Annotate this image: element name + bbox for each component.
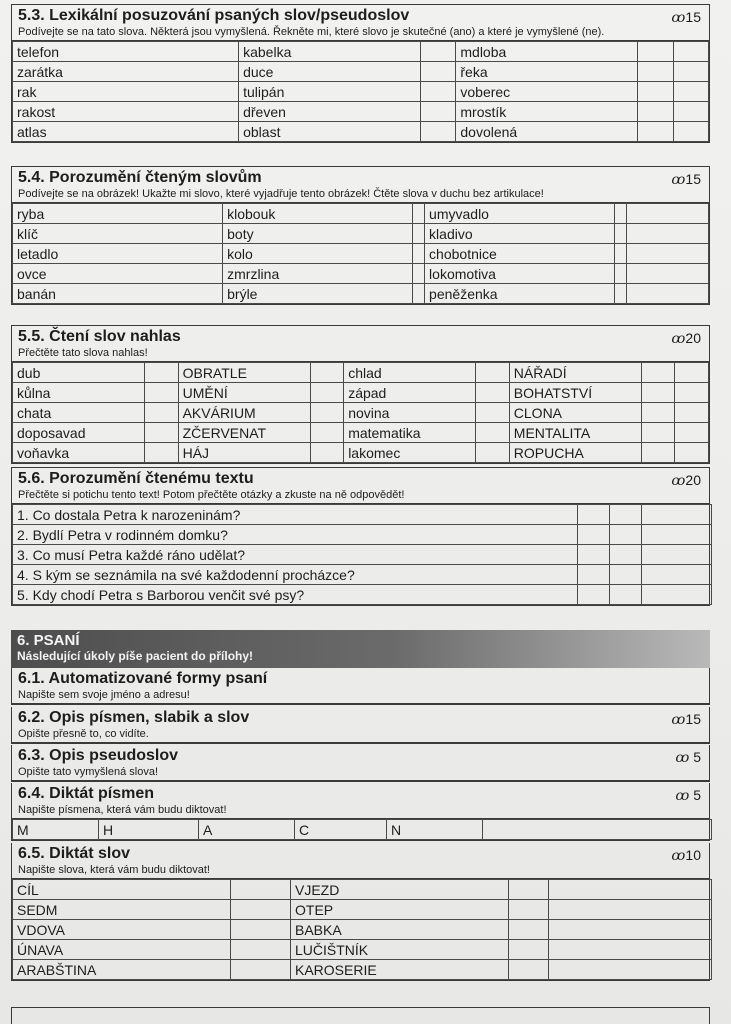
- word-cell: BOHATSTVÍ: [509, 383, 641, 403]
- score-symbol: ꝏ: [671, 172, 686, 188]
- score-box: [549, 960, 712, 980]
- section-6-3-title: 6.3. Opis pseudoslov: [18, 747, 179, 764]
- score-box: [578, 525, 610, 545]
- score-box: [231, 880, 291, 900]
- score-value: 5: [689, 787, 701, 803]
- section-6-5-score: [671, 847, 701, 864]
- section-5-6-table: [12, 504, 712, 605]
- question-row: [13, 565, 712, 585]
- score-value: 20: [685, 330, 701, 346]
- score-box: [673, 42, 708, 62]
- section-6-4-header: [12, 783, 709, 819]
- letter-cell: N: [387, 820, 483, 840]
- letter-cell: C: [295, 820, 387, 840]
- word-cell: duce: [239, 62, 421, 82]
- word-cell: kladivo: [425, 224, 615, 244]
- score-box: [578, 585, 610, 605]
- score-box: [549, 880, 712, 900]
- section-6-3-instruction: Opište tato vymyšlená slova!: [18, 766, 159, 778]
- score-box: [675, 403, 709, 423]
- section-5-4-score: [671, 171, 701, 188]
- word-cell: AKVÁRIUM: [178, 403, 310, 423]
- section-5-5-header: [12, 326, 709, 362]
- table-row: [13, 920, 712, 940]
- score-box: [638, 102, 673, 122]
- letter-cell: M: [13, 820, 99, 840]
- section-5-6-header: [12, 468, 709, 504]
- writing-section-banner: [11, 630, 710, 668]
- word-cell: voňavka: [13, 443, 145, 463]
- section-5-3-table: [12, 41, 709, 142]
- word-cell: brýle: [223, 284, 413, 304]
- score-box: [412, 224, 424, 244]
- score-box: [549, 940, 712, 960]
- score-symbol: ꝏ: [671, 848, 686, 864]
- score-box: [641, 443, 675, 463]
- word-cell: ÚNAVA: [13, 940, 231, 960]
- score-box: [476, 443, 510, 463]
- word-cell: oblast: [239, 122, 421, 142]
- word-cell: ARABŠTINA: [13, 960, 231, 980]
- word-cell: chobotnice: [425, 244, 615, 264]
- table-row: [13, 204, 709, 224]
- table-row: [13, 122, 709, 142]
- section-6-5-header: [12, 843, 709, 879]
- section-5-6-title: 5.6. Porozumění čtenému textu: [18, 470, 254, 487]
- writing-section-title: 6. PSANÍ: [17, 632, 80, 649]
- score-symbol: ꝏ: [671, 10, 686, 26]
- score-box: [642, 565, 712, 585]
- section-5-4-title: 5.4. Porozumění čteným slovům: [18, 169, 262, 186]
- section-5-5-title: 5.5. Čtení slov nahlas: [18, 328, 181, 345]
- score-box: [673, 102, 708, 122]
- score-box: [641, 423, 675, 443]
- word-cell: tulipán: [239, 82, 421, 102]
- word-cell: NÁŘADÍ: [509, 363, 641, 383]
- score-box: [610, 565, 642, 585]
- score-box: [483, 820, 712, 840]
- score-box: [614, 244, 626, 264]
- question-row: [13, 585, 712, 605]
- word-cell: telefon: [13, 42, 239, 62]
- score-box: [145, 443, 179, 463]
- section-5-4-instruction: Podívejte se na obrázek! Ukažte mi slovo, které vyjadřuje tento obrázek! Čtěte slova v duchu bez artikulace!: [18, 188, 544, 200]
- word-cell: LUČIŠTNÍK: [291, 940, 509, 960]
- score-symbol: ꝏ: [675, 788, 690, 804]
- score-box: [610, 525, 642, 545]
- table-row: [13, 42, 709, 62]
- bottom-answer-box: [11, 1007, 710, 1024]
- score-box: [578, 565, 610, 585]
- score-box: [642, 545, 712, 565]
- word-cell: OTEP: [291, 900, 509, 920]
- word-cell: CÍL: [13, 880, 231, 900]
- score-value: 15: [685, 9, 701, 25]
- table-row: [13, 284, 709, 304]
- score-box: [421, 82, 456, 102]
- score-box: [641, 383, 675, 403]
- score-box: [610, 545, 642, 565]
- word-cell: lakomec: [344, 443, 476, 463]
- score-box: [641, 403, 675, 423]
- score-box: [638, 62, 673, 82]
- word-cell: matematika: [344, 423, 476, 443]
- score-symbol: ꝏ: [671, 331, 686, 347]
- score-box: [641, 363, 675, 383]
- score-box: [421, 62, 456, 82]
- word-cell: MENTALITA: [509, 423, 641, 443]
- section-5-6: [11, 467, 710, 606]
- section-6-2: [11, 707, 710, 744]
- section-5-5-score: [671, 330, 701, 347]
- score-box: [476, 363, 510, 383]
- section-6-2-score: [671, 711, 701, 728]
- section-5-3-title: 5.3. Lexikální posuzování psaných slov/pseudoslov: [18, 7, 410, 24]
- word-cell: zmrzlina: [223, 264, 413, 284]
- section-6-5-table: [12, 879, 712, 980]
- score-box: [509, 900, 549, 920]
- word-cell: rakost: [13, 102, 239, 122]
- score-box: [145, 423, 179, 443]
- section-5-4: [11, 166, 710, 305]
- word-cell: letadlo: [13, 244, 223, 264]
- score-symbol: ꝏ: [671, 473, 686, 489]
- letters-row: [13, 820, 712, 840]
- score-value: 15: [685, 711, 701, 727]
- score-symbol: ꝏ: [675, 750, 690, 766]
- word-cell: ROPUCHA: [509, 443, 641, 463]
- word-cell: dub: [13, 363, 145, 383]
- score-box: [626, 264, 708, 284]
- letter-cell: H: [99, 820, 199, 840]
- section-6-3-score: [675, 749, 701, 766]
- word-cell: BABKA: [291, 920, 509, 940]
- score-box: [626, 204, 708, 224]
- word-cell: řeka: [456, 62, 638, 82]
- section-6-1-header: [12, 668, 709, 704]
- word-cell: KAROSERIE: [291, 960, 509, 980]
- section-6-1-title: 6.1. Automatizované formy psaní: [18, 670, 268, 687]
- score-box: [145, 363, 179, 383]
- word-cell: mrostík: [456, 102, 638, 122]
- word-cell: západ: [344, 383, 476, 403]
- table-row: [13, 443, 709, 463]
- section-5-4-table: [12, 203, 709, 304]
- score-box: [509, 960, 549, 980]
- word-cell: rak: [13, 82, 239, 102]
- word-cell: VJEZD: [291, 880, 509, 900]
- score-box: [626, 224, 708, 244]
- score-box: [610, 585, 642, 605]
- score-box: [673, 62, 708, 82]
- score-box: [476, 423, 510, 443]
- score-box: [412, 204, 424, 224]
- question-cell: 4. S kým se seznámila na své každodenní procházce?: [13, 565, 578, 585]
- score-box: [476, 383, 510, 403]
- score-box: [675, 443, 709, 463]
- word-cell: VDOVA: [13, 920, 231, 940]
- question-row: [13, 545, 712, 565]
- score-value: 5: [689, 749, 701, 765]
- word-cell: klobouk: [223, 204, 413, 224]
- table-row: [13, 900, 712, 920]
- question-row: [13, 525, 712, 545]
- score-box: [412, 284, 424, 304]
- table-row: [13, 423, 709, 443]
- score-box: [614, 284, 626, 304]
- word-cell: boty: [223, 224, 413, 244]
- score-box: [310, 363, 344, 383]
- word-cell: kůlna: [13, 383, 145, 403]
- word-cell: UMĚNÍ: [178, 383, 310, 403]
- score-box: [610, 505, 642, 525]
- section-6-4: [11, 783, 710, 841]
- word-cell: HÁJ: [178, 443, 310, 463]
- score-box: [412, 264, 424, 284]
- section-6-5-instruction: Napište slova, která vám budu diktovat!: [18, 864, 210, 876]
- table-row: [13, 224, 709, 244]
- section-6-3: [11, 745, 710, 782]
- score-box: [412, 244, 424, 264]
- question-cell: 1. Co dostala Petra k narozeninám?: [13, 505, 578, 525]
- question-cell: 2. Bydlí Petra v rodinném domku?: [13, 525, 578, 545]
- word-cell: ovce: [13, 264, 223, 284]
- word-cell: dřeven: [239, 102, 421, 122]
- score-box: [614, 204, 626, 224]
- score-box: [638, 42, 673, 62]
- word-cell: atlas: [13, 122, 239, 142]
- section-5-5: [11, 325, 710, 464]
- word-cell: dovolená: [456, 122, 638, 142]
- section-5-3-header: [12, 5, 709, 41]
- score-box: [549, 920, 712, 940]
- score-value: 20: [685, 472, 701, 488]
- score-box: [231, 920, 291, 940]
- score-box: [231, 900, 291, 920]
- score-box: [673, 122, 708, 142]
- table-row: [13, 244, 709, 264]
- score-box: [145, 383, 179, 403]
- table-row: [13, 264, 709, 284]
- table-row: [13, 62, 709, 82]
- word-cell: novina: [344, 403, 476, 423]
- word-cell: peněženka: [425, 284, 615, 304]
- writing-section-subtitle: Následující úkoly píše pacient do přílohy!: [17, 649, 254, 663]
- section-5-5-instruction: Přečtěte tato slova nahlas!: [18, 347, 148, 359]
- score-value: 15: [685, 171, 701, 187]
- score-box: [549, 900, 712, 920]
- table-row: [13, 383, 709, 403]
- letter-cell: A: [199, 820, 295, 840]
- score-box: [626, 284, 708, 304]
- score-box: [638, 82, 673, 102]
- score-box: [310, 423, 344, 443]
- table-row: [13, 940, 712, 960]
- score-box: [231, 960, 291, 980]
- section-6-3-header: [12, 745, 709, 781]
- score-box: [145, 403, 179, 423]
- score-box: [310, 383, 344, 403]
- score-box: [509, 880, 549, 900]
- score-box: [675, 363, 709, 383]
- word-cell: chata: [13, 403, 145, 423]
- table-row: [13, 82, 709, 102]
- section-5-6-instruction: Přečtěte si potichu tento text! Potom přečtěte otázky a zkuste na ně odpovědět!: [18, 489, 405, 501]
- score-box: [231, 940, 291, 960]
- score-box: [509, 940, 549, 960]
- word-cell: kolo: [223, 244, 413, 264]
- section-6-2-header: [12, 707, 709, 743]
- word-cell: CLONA: [509, 403, 641, 423]
- score-box: [421, 42, 456, 62]
- score-box: [614, 224, 626, 244]
- word-cell: umyvadlo: [425, 204, 615, 224]
- question-row: [13, 505, 712, 525]
- score-box: [642, 505, 712, 525]
- section-6-4-score: [675, 787, 701, 804]
- section-6-1: [11, 668, 710, 705]
- word-cell: zarátka: [13, 62, 239, 82]
- section-6-1-instruction: Napište sem svoje jméno a adresu!: [18, 689, 190, 701]
- score-box: [642, 525, 712, 545]
- section-5-6-score: [671, 472, 701, 489]
- section-6-2-instruction: Opište přesně to, co vidíte.: [18, 728, 149, 740]
- table-row: [13, 880, 712, 900]
- score-box: [578, 545, 610, 565]
- section-5-3: [11, 4, 710, 143]
- section-6-4-table: [12, 819, 712, 840]
- score-box: [614, 264, 626, 284]
- section-5-3-instruction: Podívejte se na tato slova. Některá jsou vymyšlená. Řekněte mi, které slovo je skutečné (ano) a které je vymyšlené (ne).: [18, 26, 605, 38]
- score-box: [509, 920, 549, 940]
- section-5-3-score: [671, 9, 701, 26]
- word-cell: doposavad: [13, 423, 145, 443]
- section-6-5: [11, 843, 710, 981]
- score-box: [638, 122, 673, 142]
- word-cell: kabelka: [239, 42, 421, 62]
- word-cell: klíč: [13, 224, 223, 244]
- section-6-5-title: 6.5. Diktát slov: [18, 845, 131, 862]
- score-box: [578, 505, 610, 525]
- score-box: [310, 443, 344, 463]
- section-6-4-instruction: Napište písmena, která vám budu diktovat!: [18, 804, 227, 816]
- question-cell: 5. Kdy chodí Petra s Barborou venčit své psy?: [13, 585, 578, 605]
- score-symbol: ꝏ: [671, 712, 686, 728]
- section-5-5-table: [12, 362, 709, 463]
- score-box: [421, 102, 456, 122]
- section-6-2-title: 6.2. Opis písmen, slabik a slov: [18, 709, 250, 726]
- word-cell: ZČERVENAT: [178, 423, 310, 443]
- word-cell: SEDM: [13, 900, 231, 920]
- word-cell: chlad: [344, 363, 476, 383]
- section-6-4-title: 6.4. Diktát písmen: [18, 785, 155, 802]
- table-row: [13, 960, 712, 980]
- table-row: [13, 102, 709, 122]
- score-box: [675, 383, 709, 403]
- score-box: [476, 403, 510, 423]
- score-value: 10: [685, 847, 701, 863]
- word-cell: mdloba: [456, 42, 638, 62]
- section-5-4-header: [12, 167, 709, 203]
- question-cell: 3. Co musí Petra každé ráno udělat?: [13, 545, 578, 565]
- table-row: [13, 363, 709, 383]
- score-box: [626, 244, 708, 264]
- score-box: [642, 585, 712, 605]
- score-box: [675, 423, 709, 443]
- word-cell: voberec: [456, 82, 638, 102]
- score-box: [421, 122, 456, 142]
- table-row: [13, 403, 709, 423]
- word-cell: OBRATLE: [178, 363, 310, 383]
- word-cell: ryba: [13, 204, 223, 224]
- word-cell: lokomotiva: [425, 264, 615, 284]
- score-box: [310, 403, 344, 423]
- word-cell: banán: [13, 284, 223, 304]
- score-box: [673, 82, 708, 102]
